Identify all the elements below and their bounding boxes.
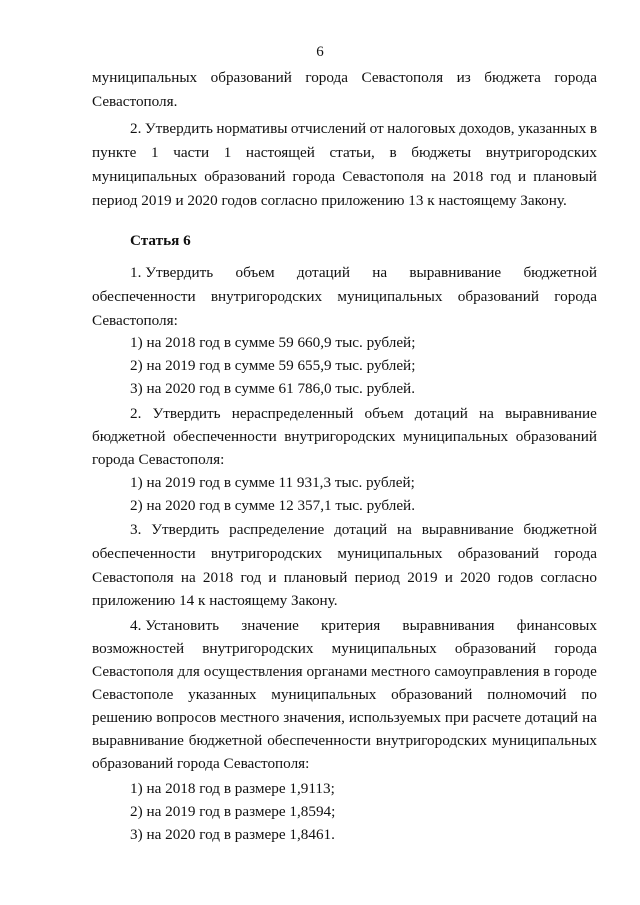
paragraph-line: [92, 614, 597, 638]
word: дотаций: [414, 405, 468, 422]
word: статьи,: [329, 144, 375, 161]
paragraph-line: период 2019 и 2020 годов согласно приложению 13 к настоящему Закону.: [92, 192, 567, 209]
word: части: [173, 144, 210, 161]
list-item: 3) на 2020 год в сумме 61 786,0 тыс. рублей.: [130, 380, 415, 397]
paragraph-line: [92, 518, 597, 542]
list-item: 3) на 2020 год в размере 1,8461.: [130, 826, 335, 843]
word: период: [354, 569, 401, 586]
word: расчете: [472, 709, 522, 726]
word: внутригородских: [375, 732, 487, 749]
word: местного: [371, 663, 431, 680]
word: доходов,: [459, 120, 515, 137]
paragraph-line: [92, 66, 597, 90]
word: указанных: [518, 120, 587, 137]
word: на: [479, 405, 494, 422]
word: год: [490, 168, 511, 185]
word: муниципальных: [491, 732, 597, 749]
word: внутригородских: [485, 144, 597, 161]
word: обеспеченности: [173, 428, 277, 445]
word: самоуправления: [434, 663, 540, 680]
list-item: 2) на 2019 год в сумме 59 655,9 тыс. рублей;: [130, 357, 416, 374]
word: выравнивание: [505, 405, 597, 422]
word: на: [372, 264, 388, 281]
word: 1: [223, 144, 232, 161]
word: от: [369, 120, 384, 137]
word: пункте: [92, 144, 137, 161]
word: образований: [457, 545, 540, 562]
word: бюджетной: [188, 732, 263, 749]
word: бюджетной: [92, 428, 166, 445]
word: возможностей: [92, 640, 185, 657]
word: год: [240, 569, 262, 586]
word: объем: [364, 405, 404, 422]
word: 1: [151, 144, 159, 161]
word: городе: [554, 663, 597, 680]
word: бюджетной: [523, 521, 597, 538]
word: при: [444, 709, 469, 726]
paragraph-line: [92, 165, 597, 189]
word: внутригородских: [210, 545, 323, 562]
word: и: [518, 168, 527, 185]
word: Севастополя: [92, 663, 174, 680]
word: дотаций: [334, 521, 388, 538]
word: в: [589, 120, 597, 137]
word: обеспеченности: [92, 545, 196, 562]
word: на: [397, 521, 412, 538]
word: в: [389, 144, 397, 161]
word: осуществления: [203, 663, 303, 680]
paragraph-line: [92, 425, 597, 449]
word: Утвердить: [151, 521, 220, 538]
paragraph-line: [92, 660, 597, 684]
word: выравнивание: [409, 264, 502, 281]
word: годов: [497, 569, 534, 586]
word: и: [444, 569, 453, 586]
word: из: [456, 69, 471, 86]
word: объем: [235, 264, 275, 281]
paragraph-line: Севастополя.: [92, 93, 178, 110]
word: критерия: [321, 617, 381, 634]
word: указанных: [188, 686, 257, 703]
word: образований: [457, 288, 540, 305]
word: образований: [210, 69, 292, 86]
word: муниципальных: [92, 168, 198, 185]
word: на: [582, 709, 597, 726]
list-item: 1) на 2018 год в размере 1,9113;: [130, 780, 335, 797]
word: 2018: [452, 168, 484, 185]
paragraph-line: Севастополя:: [92, 312, 178, 329]
word: дотаций: [296, 264, 350, 281]
word: выравнивание: [421, 521, 514, 538]
word: бюджетной: [523, 264, 597, 281]
word: 4. Установить: [130, 617, 220, 634]
word: 2.: [130, 120, 142, 137]
word: плановый: [283, 569, 348, 586]
word: вопросов: [156, 709, 217, 726]
word: в: [543, 663, 551, 680]
list-item: 1) на 2018 год в сумме 59 660,9 тыс. рублей;: [130, 334, 416, 351]
word: и: [268, 569, 277, 586]
paragraph-line: приложению 14 к настоящему Закону.: [92, 592, 338, 609]
word: отчислений: [290, 120, 367, 137]
word: Севастополя: [342, 168, 424, 185]
word: местного: [220, 709, 280, 726]
word: внутригородских: [202, 640, 314, 657]
word: образований: [204, 168, 286, 185]
word: 2018: [202, 569, 234, 586]
word: органами: [306, 663, 368, 680]
word: муниципальных: [92, 69, 198, 86]
word: города: [554, 640, 597, 657]
word: выравнивания: [402, 617, 495, 634]
list-item: 2) на 2019 год в размере 1,8594;: [130, 803, 336, 820]
paragraph-line: [92, 706, 597, 730]
word: 2.: [130, 405, 142, 422]
paragraph-line: [92, 729, 597, 753]
paragraph-line: образований города Севастополя:: [92, 755, 310, 772]
word: значения,: [283, 709, 345, 726]
word: Севастополя: [361, 69, 444, 86]
paragraph-line: города Севастополя:: [92, 451, 225, 468]
word: выравнивание: [92, 732, 184, 749]
word: на: [430, 168, 446, 185]
word: нормативы: [216, 120, 288, 137]
list-item: 1) на 2019 год в сумме 11 931,3 тыс. рублей;: [130, 474, 415, 491]
list-item: 2) на 2020 год в сумме 12 357,1 тыс. рублей.: [130, 497, 415, 514]
word: для: [177, 663, 200, 680]
word: образований: [515, 428, 597, 445]
paragraph-line: [92, 117, 597, 141]
word: внутригородских: [284, 428, 396, 445]
paragraph-line: [92, 402, 597, 426]
paragraph-line: [92, 683, 597, 707]
article-heading: Статья 6: [130, 232, 191, 249]
paragraph-line: [92, 141, 597, 165]
word: Утвердить: [152, 405, 221, 422]
paragraph-line: [92, 566, 597, 590]
word: бюджеты: [411, 144, 472, 161]
word: муниципальных: [271, 686, 377, 703]
word: муниципальных: [331, 640, 437, 657]
word: значение: [241, 617, 299, 634]
word: города: [554, 545, 597, 562]
word: внутригородских: [210, 288, 323, 305]
word: города: [554, 69, 597, 86]
paragraph-line: [92, 637, 597, 661]
word: дотаций: [525, 709, 579, 726]
word: Севастополе: [92, 686, 174, 703]
word: финансовых: [516, 617, 597, 634]
word: Утвердить: [144, 120, 213, 137]
page-number: 6: [316, 44, 324, 60]
word: образований: [454, 640, 537, 657]
word: Севастополя: [92, 569, 174, 586]
word: города: [305, 69, 349, 86]
word: бюджета: [484, 69, 541, 86]
word: полномочий: [487, 686, 567, 703]
word: образований: [391, 686, 473, 703]
word: 2020: [460, 569, 491, 586]
word: обеспеченности: [267, 732, 371, 749]
word: 2019: [407, 569, 438, 586]
word: на: [180, 569, 196, 586]
word: решению: [92, 709, 153, 726]
word: 3.: [130, 521, 142, 538]
word: плановый: [533, 168, 597, 185]
word: по: [581, 686, 597, 703]
paragraph-line: [92, 542, 597, 566]
word: согласно: [540, 569, 597, 586]
word: настоящей: [245, 144, 315, 161]
word: налоговых: [387, 120, 456, 137]
word: муниципальных: [337, 288, 443, 305]
word: муниципальных: [403, 428, 509, 445]
paragraph-line: [92, 261, 597, 285]
word: нераспределенный: [231, 405, 354, 422]
word: распределение: [229, 521, 325, 538]
word: города: [554, 288, 597, 305]
paragraph-line: [92, 285, 597, 309]
word: 1. Утвердить: [130, 264, 214, 281]
word: обеспеченности: [92, 288, 196, 305]
word: используемых: [348, 709, 441, 726]
word: муниципальных: [337, 545, 443, 562]
word: города: [292, 168, 336, 185]
